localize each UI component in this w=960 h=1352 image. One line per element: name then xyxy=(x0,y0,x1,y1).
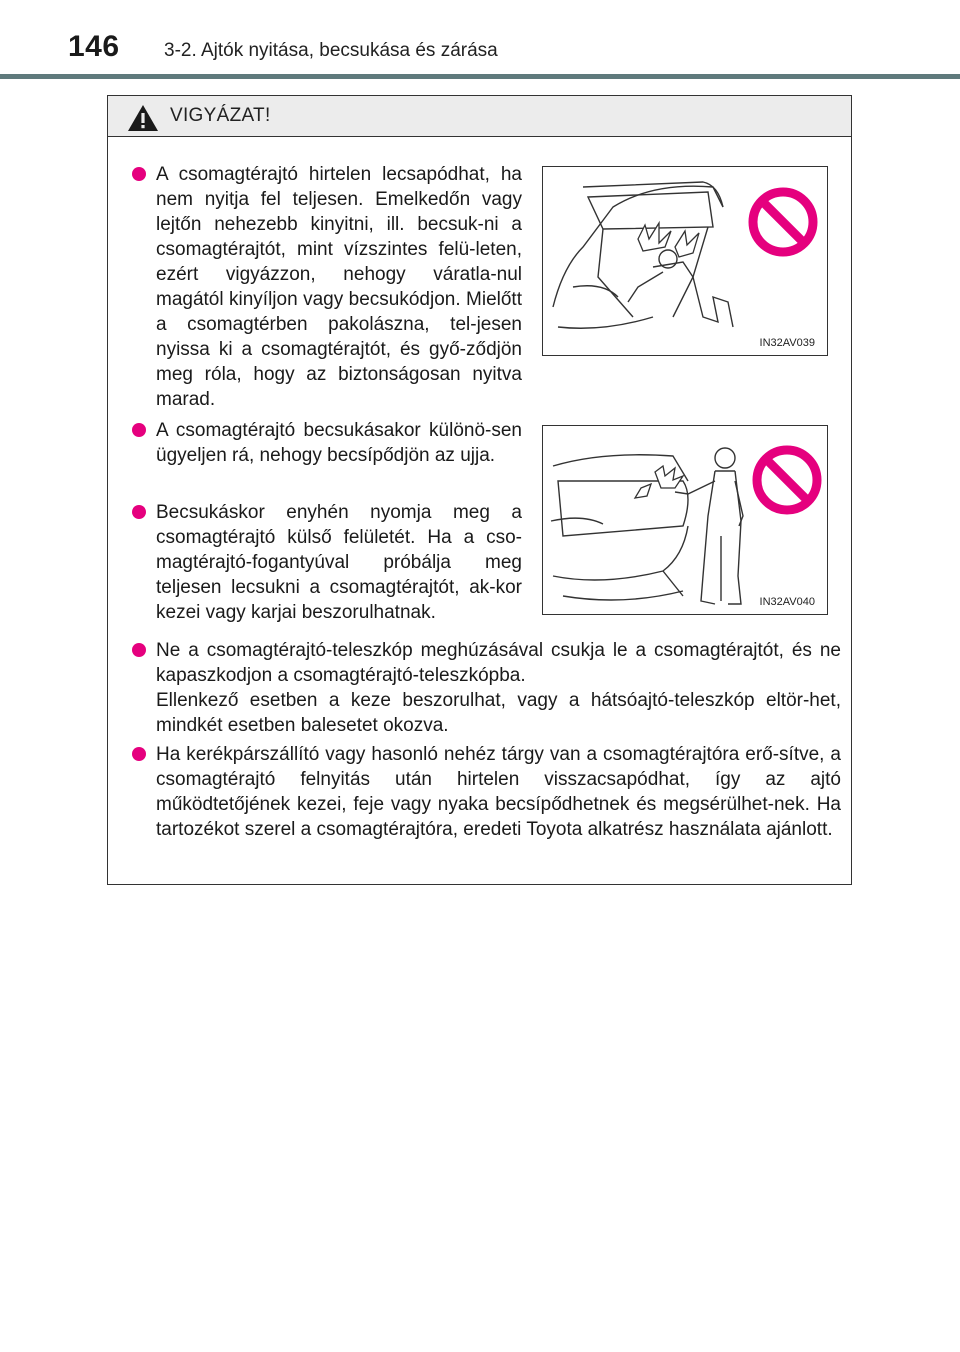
bullet-icon xyxy=(132,747,146,761)
warning-item xyxy=(132,742,841,842)
warning-header xyxy=(108,96,851,137)
warning-item-text: Ne a csomagtérajtó-teleszkóp meghúzásával csukja le a csomagtérajtót, és ne kapaszkodjon a csomagtérajtó-teleszkópba. xyxy=(156,640,841,686)
bullet-icon xyxy=(132,643,146,657)
warning-item xyxy=(132,638,841,738)
warning-item-text: Ha kerékpárszállító vagy hasonló nehéz tárgy van a csomagtérajtóra erő-sítve, a csomagtérajtó felnyitás után hirtelen visszacsapódhat, így az ajtó működtetőjének kezei, feje vagy nyaka becsípődhetnek és megsérülhet-nek. Ha tartozékot szerel a csomagtérajtóra, eredeti Toyota alkatrész használata ajánlott. xyxy=(156,744,841,840)
prohibition-icon xyxy=(753,192,813,252)
car-trunk-closing-illustration xyxy=(543,426,829,616)
section-title: 3-2. Ajtók nyitása, becsukása és zárása xyxy=(164,40,498,61)
prohibition-icon xyxy=(757,450,817,510)
warning-item-text-continuation: Ellenkező esetben a keze beszorulhat, vagy a hátsóajtó-teleszkóp eltör-het, mindkét esetben balesetet okozva. xyxy=(156,690,841,736)
car-trunk-person-illustration xyxy=(543,167,829,357)
illustration-figure xyxy=(542,166,828,356)
warning-item xyxy=(132,500,522,625)
page-number: 146 xyxy=(68,30,120,63)
warning-box xyxy=(107,95,852,885)
warning-item-text: Becsukáskor enyhén nyomja meg a csomagtérajtó külső felületét. Ha a cso-magtérajtó-fogantyúval próbálja meg teljesen lecsukni a csomagtérajtót, ak-kor kezei vagy karjai beszorulhatnak. xyxy=(156,502,522,623)
warning-item xyxy=(132,418,522,468)
illustration-figure xyxy=(542,425,828,615)
warning-triangle-icon xyxy=(127,104,159,132)
warning-item-text: A csomagtérajtó hirtelen lecsapódhat, ha nem nyitja fel teljesen. Emelkedőn vagy lejtőn nehezebb kinyitni, ill. becsuk-ni a csomagtérajtót, mint vízszintes felü-leten, ezért vigyázzon, nehogy váratla-nul magától kinyíljon vagy becsukódjon. Mielőtt a csomagtérben pakolászna, tel-jesen nyissa ki a csomagtérajtót, és győ-ződjön meg róla, hogy az biztonságosan nyitva marad. xyxy=(156,164,522,410)
bullet-icon xyxy=(132,167,146,181)
figure-code: IN32AV039 xyxy=(759,337,815,349)
bullet-icon xyxy=(132,423,146,437)
bullet-icon xyxy=(132,505,146,519)
warning-item-text: A csomagtérajtó becsukásakor különö-sen ügyeljen rá, nehogy becsípődjön az ujja. xyxy=(156,420,522,466)
header-divider xyxy=(0,74,960,79)
warning-label: VIGYÁZAT! xyxy=(170,105,271,126)
page-header xyxy=(0,0,960,80)
warning-item xyxy=(132,162,522,412)
figure-code: IN32AV040 xyxy=(759,596,815,608)
